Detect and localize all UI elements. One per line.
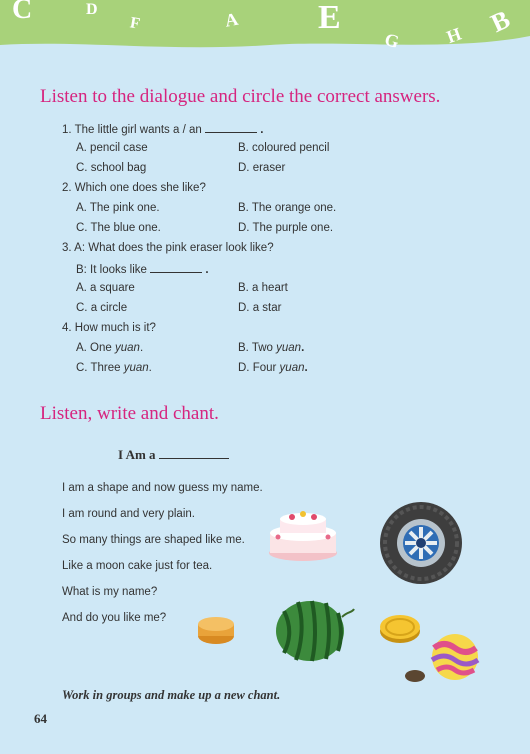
section2-heading: Listen, write and chant. bbox=[40, 403, 219, 424]
section1-heading: Listen to the dialogue and circle the correct answers. bbox=[40, 86, 441, 107]
option[interactable]: A. The pink one. bbox=[76, 202, 160, 214]
banner-letter: F bbox=[128, 14, 142, 33]
banner-letter: C bbox=[12, 0, 33, 25]
chant-title: I Am a bbox=[118, 447, 229, 463]
question-4: 4. How much is it? bbox=[62, 322, 156, 334]
banner-letter: B bbox=[486, 4, 515, 39]
watermelon-image bbox=[272, 597, 356, 663]
option[interactable]: D. The purple one. bbox=[238, 222, 334, 234]
option[interactable]: A. One yuan. bbox=[76, 342, 144, 354]
chant-line: What is my name? bbox=[62, 586, 158, 598]
chant-line: I am a shape and now guess my name. bbox=[62, 482, 263, 494]
cake-image bbox=[264, 505, 342, 563]
banner-letter: D bbox=[86, 1, 98, 18]
option[interactable]: B. a heart bbox=[238, 282, 288, 294]
banner-letter: A bbox=[223, 8, 240, 31]
mooncake-image bbox=[195, 614, 237, 646]
bean-image bbox=[404, 669, 426, 683]
chant-line: I am round and very plain. bbox=[62, 508, 195, 520]
question-3: 3. A: What does the pink eraser look like? bbox=[62, 242, 274, 254]
answer-blank[interactable] bbox=[159, 448, 229, 459]
ball-image bbox=[429, 632, 481, 682]
question-1: 1. The little girl wants a / an . bbox=[62, 124, 264, 136]
option[interactable]: C. The blue one. bbox=[76, 222, 161, 234]
answer-blank[interactable] bbox=[150, 262, 202, 273]
page-number: 64 bbox=[34, 711, 47, 726]
banner-letter: G bbox=[382, 29, 402, 52]
answer-blank[interactable] bbox=[205, 122, 257, 133]
option[interactable]: B. coloured pencil bbox=[238, 142, 330, 154]
chant-line: So many things are shaped like me. bbox=[62, 534, 245, 546]
banner-letter: E bbox=[318, 0, 341, 36]
option[interactable]: A. a square bbox=[76, 282, 135, 294]
question-3-response: B: It looks like . bbox=[76, 264, 209, 276]
tyre-image bbox=[378, 500, 464, 586]
chant-line: Like a moon cake just for tea. bbox=[62, 560, 213, 572]
option[interactable]: A. pencil case bbox=[76, 142, 148, 154]
option[interactable]: D. eraser bbox=[238, 162, 286, 174]
option[interactable]: D. Four yuan. bbox=[238, 362, 308, 374]
option[interactable]: C. a circle bbox=[76, 302, 128, 314]
option[interactable]: B. Two yuan. bbox=[238, 342, 305, 354]
group-task: Work in groups and make up a new chant. bbox=[62, 688, 281, 702]
banner-letter: H bbox=[443, 23, 464, 48]
option[interactable]: D. a star bbox=[238, 302, 282, 314]
question-2: 2. Which one does she like? bbox=[62, 182, 206, 194]
coin-image bbox=[378, 611, 422, 645]
chant-line: And do you like me? bbox=[62, 612, 167, 624]
option[interactable]: B. The orange one. bbox=[238, 202, 337, 214]
option[interactable]: C. Three yuan. bbox=[76, 362, 152, 374]
alphabet-banner bbox=[0, 0, 530, 60]
option[interactable]: C. school bag bbox=[76, 162, 147, 174]
